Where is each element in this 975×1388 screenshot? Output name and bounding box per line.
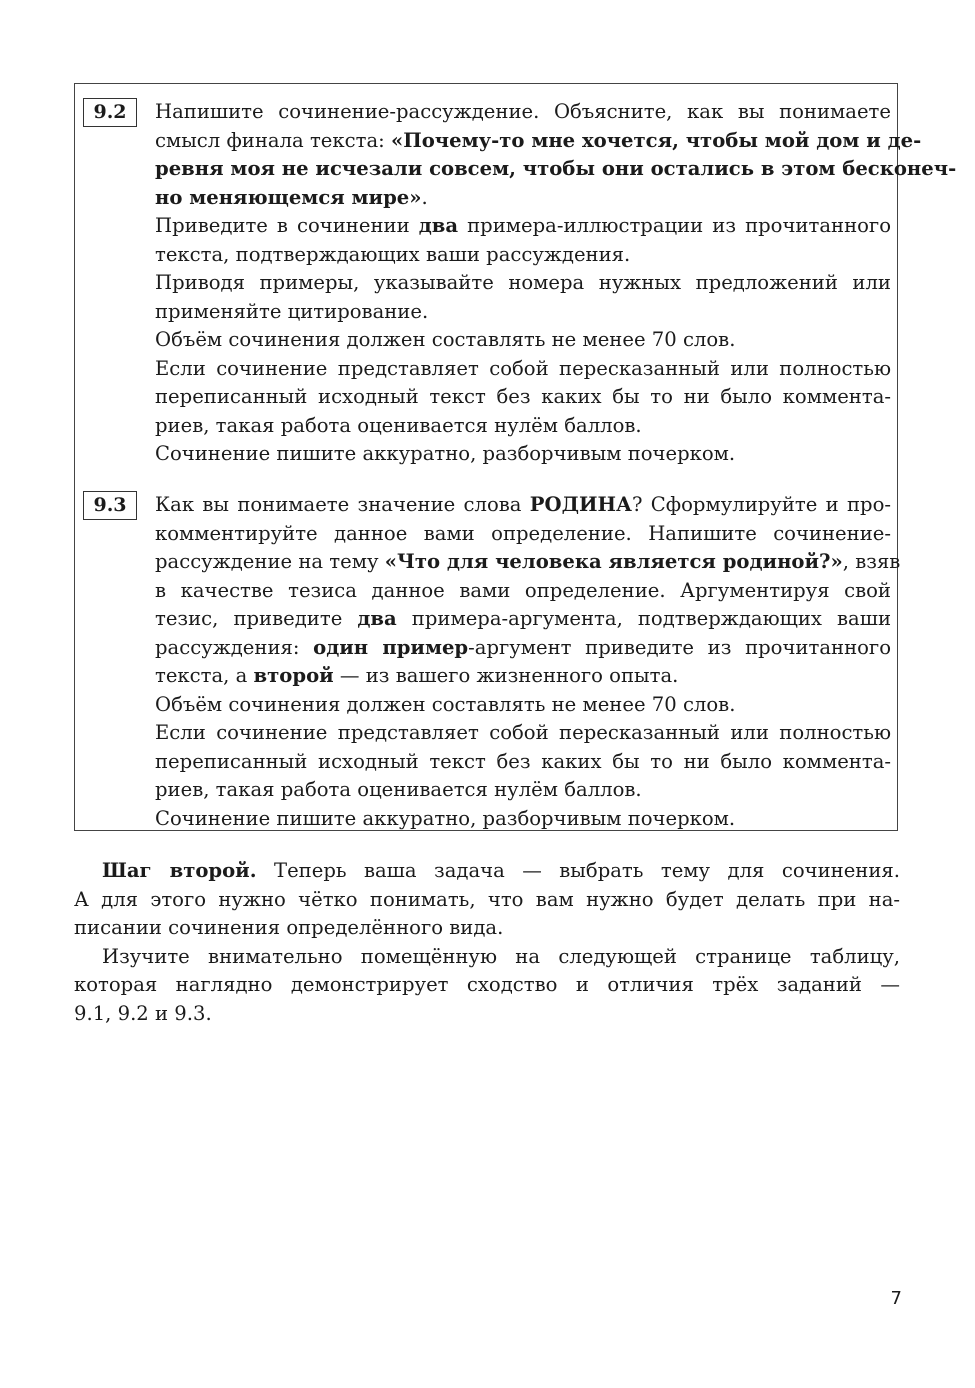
text-line: Приведите в сочинении два примера-иллюстрации из прочитанного — [155, 214, 891, 237]
text-line: переписанный исходный текст без каких бы то ни было коммента- — [155, 385, 891, 408]
text-line: Если сочинение представляет собой пересказанный или полностью — [155, 721, 891, 744]
page-number: 7 — [890, 1288, 902, 1309]
text-line: смысл финала текста: «Почему-то мне хочется, чтобы мой дом и де- — [155, 128, 922, 152]
body-line: 9.1, 9.2 и 9.3. — [74, 1001, 212, 1025]
text-line: Сочинение пишите аккуратно, разборчивым почерком. — [155, 806, 736, 830]
task-number: 9.2 — [83, 98, 137, 127]
text-line: Приводя примеры, указывайте номера нужных предложений или — [155, 271, 891, 294]
task-number: 9.3 — [83, 491, 137, 520]
body-line: А для этого нужно чётко понимать, что вам нужно будет делать при на- — [74, 887, 900, 911]
body-line: которая наглядно демонстрирует сходство и отличия трёх заданий — — [74, 973, 900, 996]
text-line: ревня моя не исчезали совсем, чтобы они остались в этом бесконеч- — [155, 157, 957, 180]
text-line: комментируйте данное вами определение. Напишите сочинение- — [155, 521, 891, 545]
text-line: рассуждение на тему «Что для человека является родиной?», взяв — [155, 550, 901, 573]
text-line: Объём сочинения должен составлять не менее 70 слов. — [155, 692, 736, 716]
text-line: риев, такая работа оценивается нулём баллов. — [155, 778, 642, 801]
body-line: писании сочинения определённого вида. — [74, 916, 504, 939]
text-line: но меняющемся мире». — [155, 185, 428, 209]
body-line: Шаг второй. Теперь ваша задача — выбрать тему для сочинения. — [102, 859, 900, 882]
text-line: текста, подтверждающих ваши рассуждения. — [155, 242, 631, 266]
task-frame — [74, 83, 957, 831]
text-line: тезис, приведите два примера-аргумента, подтверждающих ваши — [155, 607, 892, 630]
text-line: Объём сочинения должен составлять не менее 70 слов. — [155, 328, 736, 351]
text-line: Как вы понимаете значение слова РОДИНА? Сформулируйте и про- — [155, 493, 891, 516]
text-line: в качестве тезиса данное вами определение. Аргументируя свой — [155, 578, 891, 602]
text-line: применяйте цитирование. — [155, 299, 429, 323]
body-line: Изучите внимательно помещённую на следующей странице таблицу, — [102, 944, 900, 968]
text-line: Если сочинение представляет собой пересказанный или полностью — [155, 356, 891, 380]
text-line: Напишите сочинение-рассуждение. Объясните, как вы понимаете — [155, 100, 891, 123]
text-line: риев, такая работа оценивается нулём баллов. — [155, 413, 642, 437]
text-line: рассуждения: один пример-аргумент приведите из прочитанного — [155, 635, 891, 659]
text-line: Сочинение пишите аккуратно, разборчивым почерком. — [155, 442, 736, 465]
text-line: текста, а второй — из вашего жизненного опыта. — [155, 664, 679, 687]
text-line: переписанный исходный текст без каких бы то ни было коммента- — [155, 749, 891, 773]
